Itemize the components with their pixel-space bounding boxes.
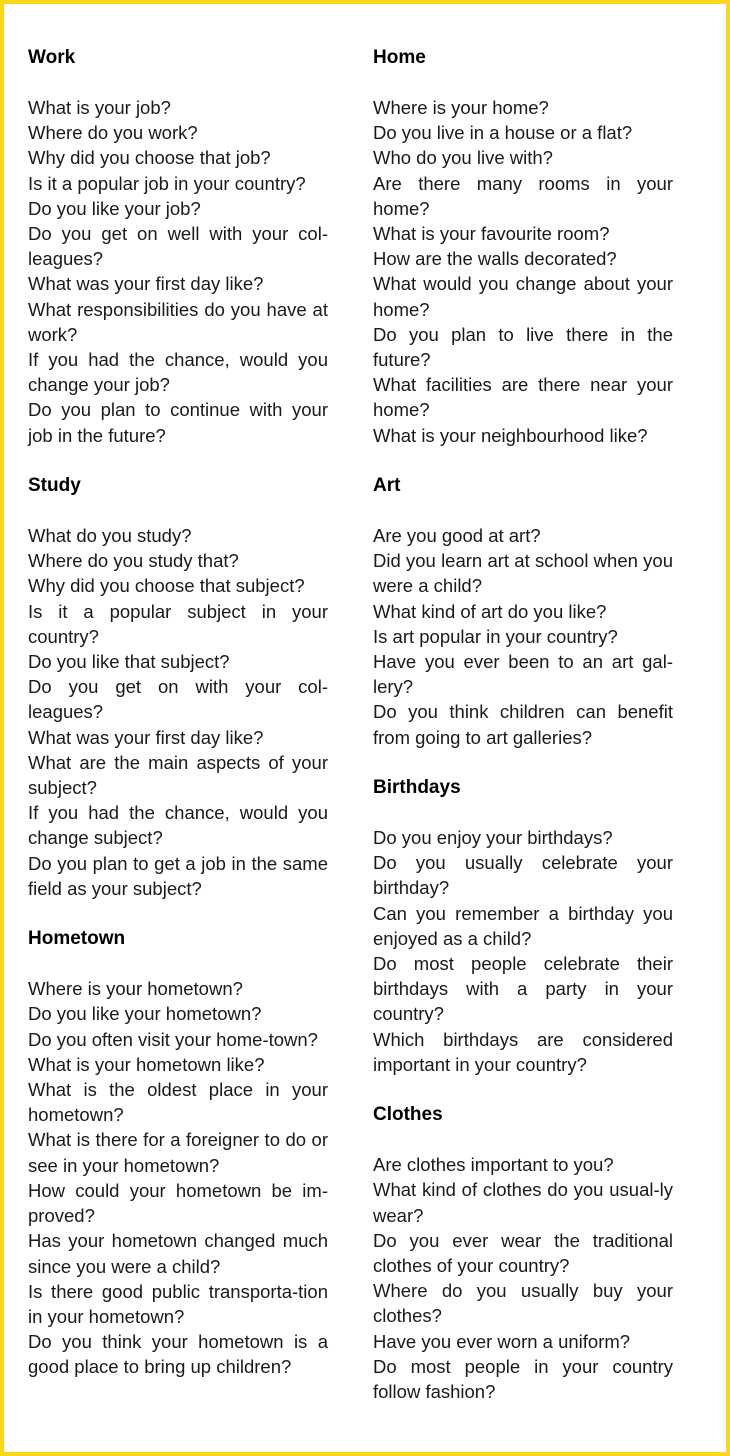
section-spacer — [28, 448, 328, 473]
question: Do you get on with your col-leagues? — [28, 676, 328, 723]
question: Do you plan to get a job in the same field as your subject? — [28, 852, 328, 899]
question: Is it a popular job in your country? — [28, 172, 306, 194]
question: What is there for a foreigner to do or see in your hometown? — [28, 1129, 328, 1176]
section-heading: Study — [28, 475, 81, 497]
question: Do you usually celebrate your birthday? — [373, 852, 673, 899]
question: Where is your home? — [373, 97, 549, 118]
question: What is your favourite room? — [373, 223, 610, 245]
section-heading: Hometown — [28, 928, 126, 950]
question: Which birthdays are considered important in your country? — [373, 1028, 673, 1075]
right-column — [373, 45, 673, 1404]
section-heading: Birthdays — [373, 777, 461, 799]
question: What was your first day like? — [28, 273, 264, 295]
question: Do you plan to continue with your job in the future? — [28, 399, 328, 446]
question: How are the walls decorated? — [373, 248, 617, 270]
section-spacer — [28, 901, 328, 926]
question: Where do you work? — [28, 122, 198, 144]
question: Why did you choose that subject? — [28, 575, 305, 597]
question: What would you change about your home? — [373, 273, 673, 320]
section-heading: Work — [28, 47, 76, 68]
question: What do you study? — [28, 525, 192, 547]
section-heading: Art — [373, 475, 401, 497]
question: Where is your hometown? — [28, 978, 243, 1000]
question: What is your hometown like? — [28, 1053, 265, 1075]
section-heading: Clothes — [373, 1104, 443, 1126]
question: What kind of clothes do you usual-ly wear? — [373, 1179, 673, 1226]
question: Do you think your hometown is a good place to bring up children? — [28, 1331, 328, 1378]
question: Where do you usually buy your clothes? — [373, 1280, 673, 1327]
question: What are the main aspects of your subject? — [28, 751, 328, 799]
question: Can you remember a birthday you enjoyed as a child? — [373, 902, 673, 949]
section-spacer — [373, 750, 673, 775]
question: Are there many rooms in your home? — [373, 172, 673, 219]
question: Have you ever been to an art gal-lery? — [373, 651, 673, 698]
question: If you had the chance, would you change subject? — [28, 802, 328, 849]
question: Are clothes important to you? — [373, 1154, 614, 1176]
question: What facilities are there near your home? — [373, 374, 673, 421]
section-study — [28, 473, 328, 901]
question: Do most people in your country follow fashion? — [373, 1355, 673, 1403]
question: Do you often visit your home-town? — [28, 1028, 318, 1050]
section-spacer — [373, 1077, 673, 1102]
question: What is your neighbourhood like? — [373, 424, 648, 446]
question: Have you ever worn a uniform? — [373, 1330, 631, 1352]
question: If you had the chance, would you change your job? — [28, 349, 328, 396]
section-home — [373, 45, 673, 448]
question: Did you learn art at school when you were a child? — [373, 550, 673, 597]
question: Do you live in a house or a flat? — [373, 122, 633, 144]
left-column — [28, 45, 328, 1380]
section-heading: Home — [373, 47, 426, 68]
question: Is it a popular subject in your country? — [28, 600, 328, 647]
question: What kind of art do you like? — [373, 600, 607, 622]
question: Is art popular in your country? — [373, 625, 618, 647]
question: Do you think children can benefit from going to art galleries? — [373, 701, 673, 748]
question: Are you good at art? — [373, 525, 541, 547]
question: Is there good public transporta-tion in your hometown? — [28, 1280, 328, 1327]
question: What was your first day like? — [28, 726, 264, 748]
question: How could your hometown be im-proved? — [28, 1179, 328, 1227]
section-hometown — [28, 926, 328, 1379]
section-spacer — [373, 448, 673, 473]
question: Do you ever wear the traditional clothes of your country? — [373, 1229, 673, 1277]
question: What is the oldest place in your hometown? — [28, 1079, 328, 1126]
question: What responsibilities do you have at work? — [28, 298, 328, 345]
question: Where do you study that? — [28, 550, 239, 572]
question: What is your job? — [28, 97, 171, 118]
section-birthdays — [373, 775, 673, 1077]
question: Do you like that subject? — [28, 651, 230, 673]
question: Do you get on well with your col-leagues? — [28, 223, 328, 270]
question: Do you like your job? — [28, 197, 201, 219]
question: Has your hometown changed much since you were a child? — [28, 1230, 328, 1277]
question: Do you plan to live there in the future? — [373, 323, 673, 371]
question: Do most people celebrate their birthdays with a party in your country? — [373, 953, 673, 1025]
section-clothes — [373, 1102, 673, 1404]
question: Do you enjoy your birthdays? — [373, 827, 613, 849]
section-art — [373, 473, 673, 750]
question: Do you like your hometown? — [28, 1003, 262, 1025]
question: Why did you choose that job? — [28, 147, 271, 169]
question: Who do you live with? — [373, 147, 553, 169]
section-work — [28, 45, 328, 448]
